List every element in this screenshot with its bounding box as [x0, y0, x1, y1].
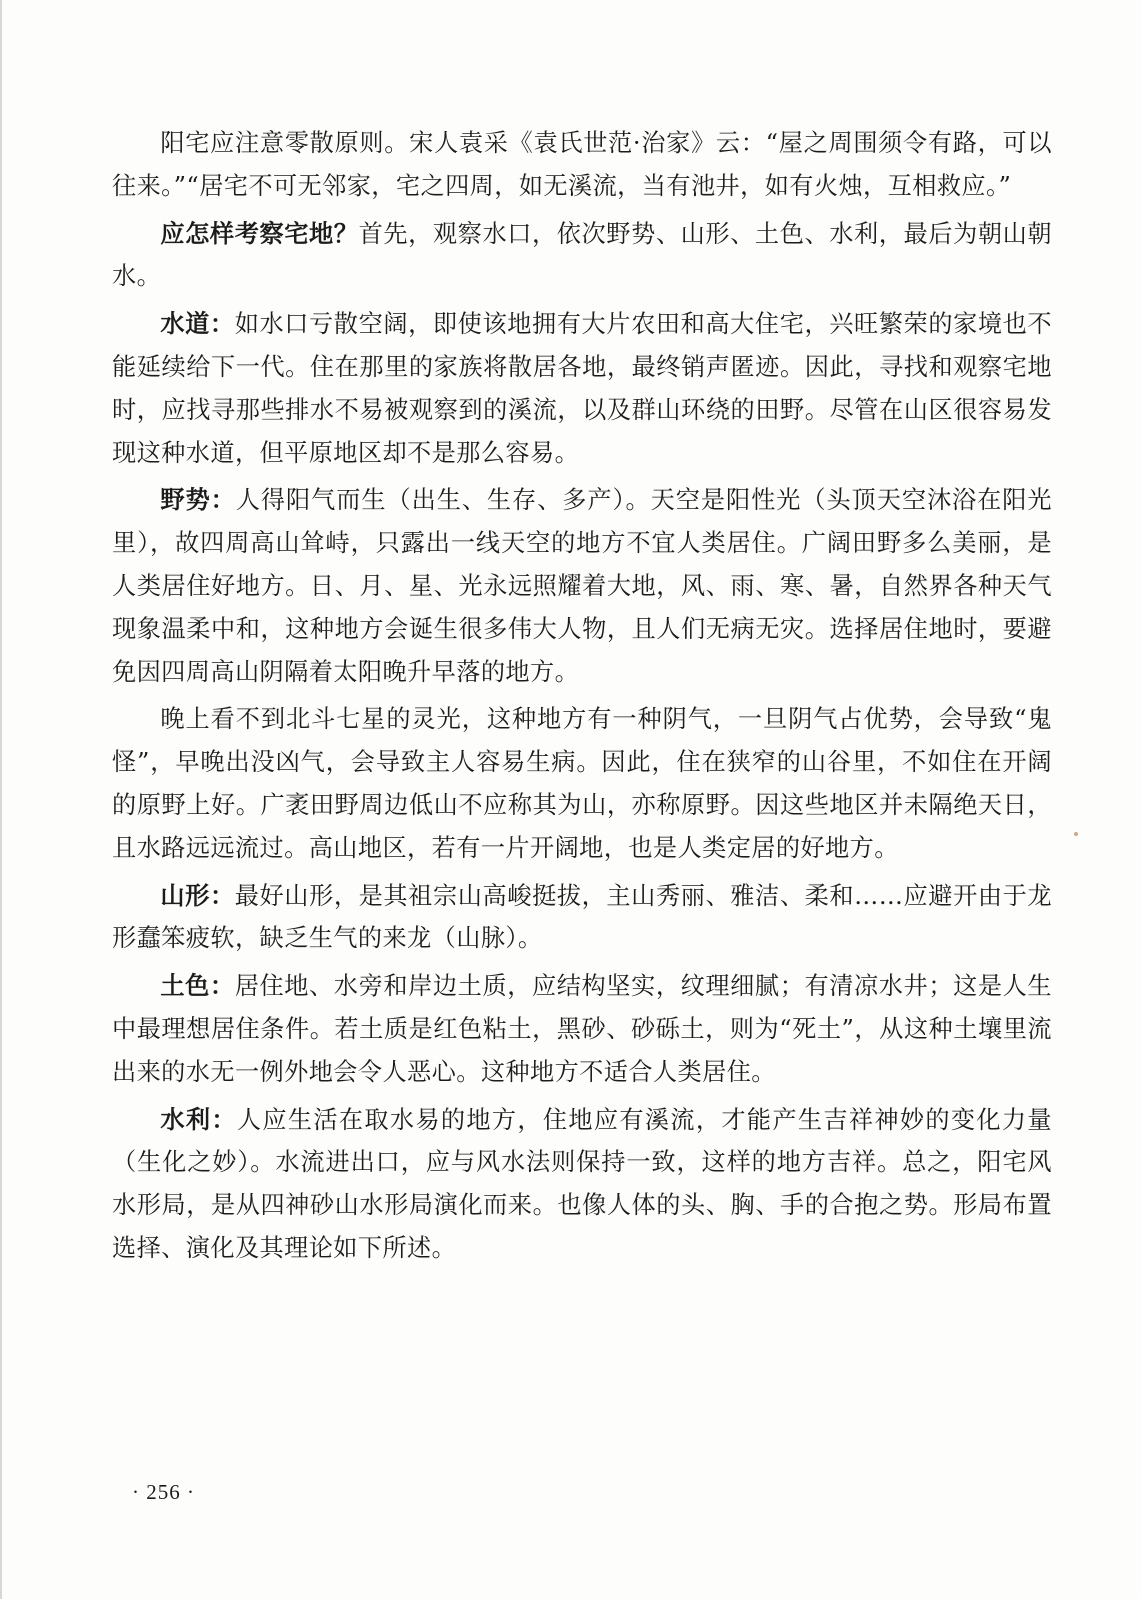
paragraph-body: 如水口亏散空阔，即使该地拥有大片农田和高大住宅，兴旺繁荣的家境也不能延续给下一代。住在那里的家族将散居各地，最终销声匿迹。因此，寻找和观察宅地时，应找寻那些排水不易被观察到的溪流，以及群山环绕的田野。尽管在山区很容易发现这种水道，但平原地区却不是那么容易。	[112, 310, 1053, 467]
paragraph-intro	[112, 122, 1052, 208]
paragraph-soil-color	[112, 965, 1052, 1093]
page-number: · 256 ·	[132, 1480, 195, 1504]
paper-speck	[1074, 832, 1078, 836]
paragraph-waterway	[112, 303, 1052, 474]
paragraph-heading: 土色：	[160, 971, 235, 1001]
paragraph-survey	[112, 213, 1052, 299]
body-text	[112, 122, 1052, 1275]
paragraph-body: 晚上看不到北斗七星的灵光，这种地方有一种阴气，一旦阴气占优势，会导致“鬼怪”，早晚出没凶气，会导致主人容易生病。因此，住在狭窄的山谷里，不如住在开阔的原野上好。广袤田野周边低山不应称其为山，亦称原野。因这些地区并未隔绝天日，且水路远远流过。高山地区，若有一片开阔地，也是人类定居的好地方。	[112, 705, 1052, 862]
paragraph-heading: 水道：	[160, 309, 235, 339]
paragraph-body: 首先，观察水口，依次野势、山形、土色、水利，最后为朝山朝水。	[112, 219, 1053, 291]
paragraph-heading: 山形：	[160, 880, 235, 910]
paragraph-water-benefit	[112, 1099, 1052, 1270]
paragraph-body: 人应生活在取水易的地方，住地应有溪流，才能产生吉祥神妙的变化力量（生化之妙）。水流进出口，应与风水法则保持一致，这样的地方吉祥。总之，阳宅风水形局，是从四神砂山水形局演化而来。也像人体的头、胸、手的合抱之势。形局布置选择、演化及其理论如下所述。	[112, 1105, 1053, 1262]
paragraph-terrain	[112, 479, 1052, 693]
paragraph-body: 阳宅应注意零散原则。宋人袁采《袁氏世范·治家》云：“屋之周围须令有路，可以往来。”“居宅不可无邻家，宅之四周，如无溪流，当有池井，如有火烛，互相救应。”	[112, 129, 1052, 200]
paragraph-mountain-shape	[112, 875, 1052, 961]
paragraph-heading: 野势：	[160, 485, 236, 515]
paragraph-heading: 应怎样考察宅地？	[160, 218, 359, 248]
paragraph-heading: 水利：	[160, 1104, 237, 1134]
paragraph-body: 最好山形，是其祖宗山高峻挺拔，主山秀丽、雅洁、柔和……应避开由于龙形蠢笨疲软，缺乏生气的来龙（山脉）。	[112, 881, 1053, 953]
paragraph-body: 居住地、水旁和岸边土质，应结构坚实，纹理细腻；有清凉水井；这是人生中最理想居住条件。若土质是红色粘土，黑砂、砂砾土，则为“死土”，从这种土壤里流出来的水无一例外地会令人恶心。这种地方不适合人类居住。	[112, 972, 1053, 1086]
paragraph-body: 人得阳气而生（出生、生存、多产）。天空是阳性光（头顶天空沐浴在阳光里），故四周高山耸峙，只露出一线天空的地方不宜人类居住。广阔田野多么美丽，是人类居住好地方。日、月、星、光永远照耀着大地，风、雨、寒、暑，自然界各种天气现象温柔中和，这种地方会诞生很多伟大人物，且人们无病无灾。选择居住地时，要避免因四周高山阴隔着太阳晚升早落的地方。	[112, 486, 1052, 686]
paragraph-night	[112, 698, 1052, 869]
